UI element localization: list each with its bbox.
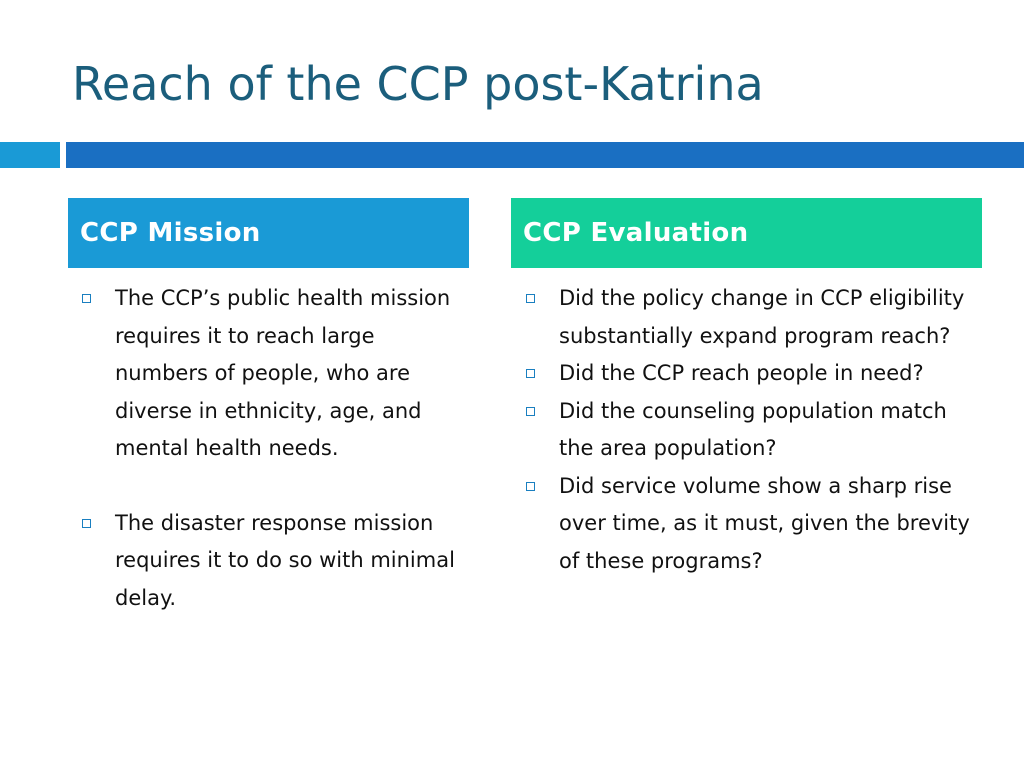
hollow-square-bullet-icon [526, 369, 535, 378]
mission-bullet-text: The disaster response mission requires it to do so with minimal delay. [115, 510, 455, 610]
evaluation-bullet-text: Did the counseling population match the area population? [559, 398, 947, 460]
accent-bar-short [0, 142, 60, 168]
hollow-square-bullet-icon [82, 294, 91, 303]
slide-title: Reach of the CCP post-Katrina [72, 57, 764, 111]
evaluation-bullet-text: Did the policy change in CCP eligibility substantially expand program reach? [559, 286, 965, 348]
hollow-square-bullet-icon [526, 407, 535, 416]
hollow-square-bullet-icon [82, 519, 91, 528]
mission-header-label: CCP Mission [80, 218, 261, 248]
evaluation-bullet-item [520, 355, 980, 393]
evaluation-bullet-item [520, 393, 980, 468]
hollow-square-bullet-icon [526, 482, 535, 491]
mission-bullet-list [76, 280, 466, 617]
evaluation-bullet-item [520, 280, 980, 355]
evaluation-bullet-list [520, 280, 980, 580]
evaluation-bullet-item [520, 468, 980, 581]
evaluation-bullet-text: Did service volume show a sharp rise over time, as it must, given the brevity of these programs? [559, 473, 970, 573]
mission-column-header [68, 198, 469, 268]
mission-bullet-item [76, 505, 466, 618]
mission-bullet-text: The CCP’s public health mission requires it to reach large numbers of people, who are diverse in ethnicity, age, and mental health needs. [115, 286, 451, 460]
hollow-square-bullet-icon [526, 294, 535, 303]
evaluation-bullet-text: Did the CCP reach people in need? [559, 361, 924, 385]
accent-bar-long [66, 142, 1024, 168]
evaluation-header-label: CCP Evaluation [523, 218, 749, 248]
mission-bullet-item [76, 280, 466, 468]
evaluation-column-header [511, 198, 982, 268]
